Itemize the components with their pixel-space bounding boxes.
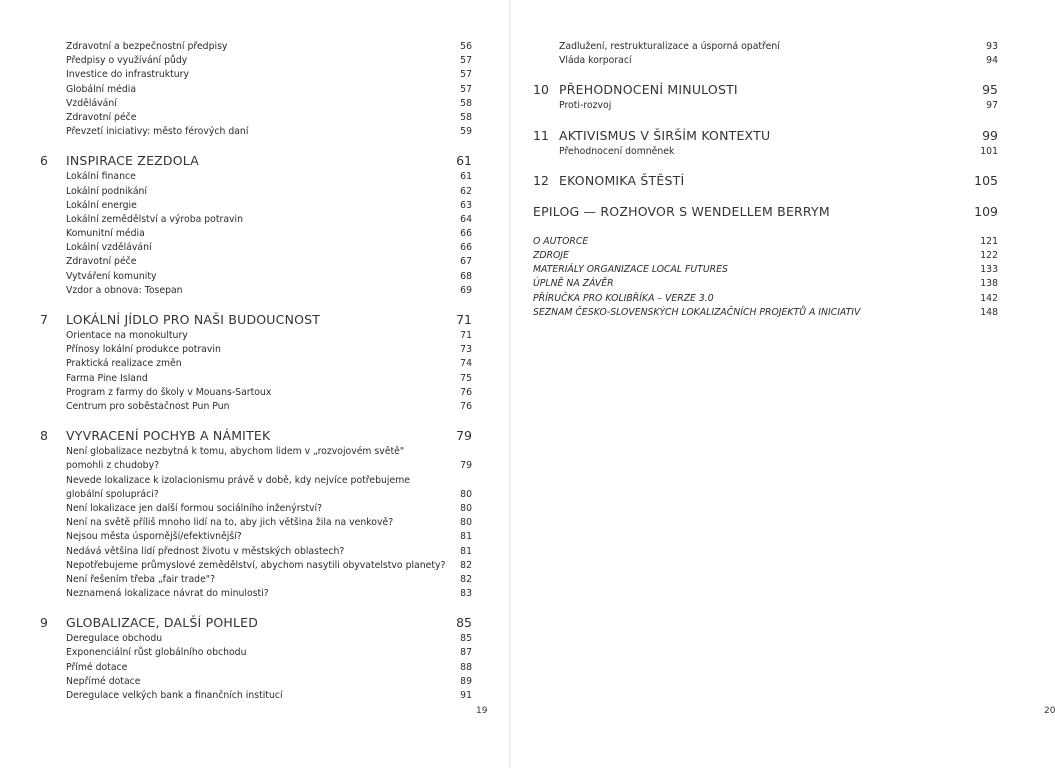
back-matter-entry bbox=[533, 277, 998, 291]
toc-entry bbox=[533, 145, 998, 159]
entry-page: 148 bbox=[980, 306, 998, 318]
entry-title: Není lokalizace jen další formou sociálního inženýrství? bbox=[66, 502, 323, 514]
chapter-number: 12 bbox=[533, 172, 549, 188]
toc-entry bbox=[40, 54, 472, 68]
entry-title: Orientace na monokultury bbox=[66, 330, 188, 341]
entry-title: O AUTORCE bbox=[533, 235, 589, 247]
entry-page: 79 bbox=[460, 460, 472, 472]
toc-entry bbox=[40, 559, 472, 573]
toc-entry bbox=[40, 445, 472, 473]
toc-entry bbox=[40, 284, 472, 298]
entry-page: 58 bbox=[460, 97, 472, 109]
entry-title: Nepotřebujeme průmyslové zemědělství, abychom nasytili obyvatelstvo planety? bbox=[66, 559, 446, 571]
entry-title: Komunitní média bbox=[66, 228, 145, 240]
entry-title: Vzdělávání bbox=[66, 97, 117, 109]
toc-entry bbox=[40, 125, 472, 139]
toc-entry bbox=[40, 661, 472, 675]
entry-page: 74 bbox=[460, 358, 472, 370]
entry-page: 81 bbox=[460, 531, 472, 543]
chapter-title: GLOBALIZACE, DALŠÍ POHLED bbox=[66, 615, 259, 631]
toc-entry bbox=[533, 40, 998, 54]
entry-title: ÚPLNĚ NA ZÁVĚR bbox=[533, 278, 614, 290]
chapter-heading bbox=[40, 147, 472, 170]
entry-title: Vláda korporací bbox=[559, 55, 632, 67]
chapter-heading bbox=[533, 76, 998, 99]
entry-title: Vzdor a obnova: Tosepan bbox=[66, 284, 183, 296]
table-of-contents-left bbox=[40, 40, 472, 703]
entry-title: Přínosy lokální produkce potravin bbox=[66, 344, 221, 356]
entry-title: Deregulace velkých bank a finančních institucí bbox=[66, 690, 283, 701]
entry-title: ZDROJE bbox=[533, 249, 569, 261]
toc-entry bbox=[40, 357, 472, 371]
toc-entry bbox=[533, 99, 998, 113]
back-matter-entry bbox=[533, 263, 998, 277]
chapter-page: 85 bbox=[456, 615, 472, 631]
entry-title: Zdravotní péče bbox=[66, 256, 137, 268]
toc-entry bbox=[40, 329, 472, 343]
chapter-number: 8 bbox=[40, 428, 48, 444]
entry-page: 138 bbox=[980, 278, 998, 290]
entry-title: Nedává většina lidí přednost životu v městských oblastech? bbox=[66, 545, 345, 557]
toc-entry bbox=[40, 587, 472, 601]
entry-title: Převzetí iniciativy: město férových daní bbox=[66, 126, 249, 138]
entry-title: Lokální zemědělství a výroba potravin bbox=[66, 213, 243, 225]
chapter-heading bbox=[40, 609, 472, 632]
right-page bbox=[511, 0, 1055, 768]
toc-entry bbox=[40, 40, 472, 54]
toc-entry bbox=[533, 54, 998, 68]
entry-page: 57 bbox=[460, 55, 472, 67]
toc-entry bbox=[40, 530, 472, 544]
entry-page: 71 bbox=[460, 330, 472, 341]
toc-entry bbox=[40, 213, 472, 227]
entry-page: 93 bbox=[986, 41, 998, 52]
entry-title: Není na světě příliš mnoho lidí na to, aby jich většina žila na venkově? bbox=[66, 517, 394, 529]
entry-title: Lokální vzdělávání bbox=[66, 242, 152, 254]
entry-title: Lokální podnikání bbox=[66, 185, 147, 197]
entry-title: Globální média bbox=[66, 83, 137, 95]
chapter-heading bbox=[40, 306, 472, 329]
entry-page: 85 bbox=[460, 633, 472, 645]
toc-entry bbox=[40, 400, 472, 414]
entry-page: 122 bbox=[980, 249, 998, 261]
entry-title: MATERIÁLY ORGANIZACE LOCAL FUTURES bbox=[533, 264, 728, 276]
entry-title: Vytváření komunity bbox=[66, 270, 157, 282]
entry-page: 87 bbox=[460, 647, 472, 659]
chapter-heading bbox=[40, 422, 472, 445]
toc-entry bbox=[40, 386, 472, 400]
entry-page: 64 bbox=[460, 213, 472, 225]
toc-entry bbox=[40, 474, 472, 502]
chapter-title: LOKÁLNÍ JÍDLO PRO NAŠI BUDOUCNOST bbox=[66, 312, 321, 327]
entry-page: 57 bbox=[460, 69, 472, 81]
chapter-page: 61 bbox=[456, 153, 472, 169]
entry-title: Přímé dotace bbox=[66, 661, 128, 673]
chapter-title: EKONOMIKA ŠTĚSTÍ bbox=[559, 172, 685, 188]
entry-page: 80 bbox=[460, 488, 472, 500]
entry-page: 89 bbox=[460, 675, 472, 687]
entry-page: 133 bbox=[980, 264, 998, 276]
chapter-title: VYVRACENÍ POCHYB A NÁMITEK bbox=[66, 428, 271, 444]
entry-page: 75 bbox=[460, 372, 472, 384]
entry-title: Nevede lokalizace k izolacionismu právě v době, kdy nejvíce potřebujeme globální spolupráci? bbox=[66, 474, 410, 500]
entry-page: 97 bbox=[986, 100, 998, 112]
toc-entry bbox=[40, 689, 472, 703]
entry-page: 101 bbox=[980, 145, 998, 157]
back-matter-entry bbox=[533, 292, 998, 306]
chapter-title: EPILOG — ROZHOVOR S WENDELLEM BERRYM bbox=[533, 203, 830, 219]
entry-title: Investice do infrastruktury bbox=[66, 69, 189, 81]
back-matter-list bbox=[533, 235, 998, 320]
entry-page: 73 bbox=[460, 344, 472, 356]
entry-page: 67 bbox=[460, 256, 472, 268]
entry-title: Není globalizace nezbytná k tomu, abychom lidem v „rozvojovém světě" pomohli z chudoby? bbox=[66, 446, 405, 472]
toc-entry bbox=[40, 270, 472, 284]
entry-title: Zadlužení, restrukturalizace a úsporná opatření bbox=[559, 41, 780, 52]
entry-title: Farma Pine Island bbox=[66, 372, 148, 384]
entry-title: Program z farmy do školy v Mouans-Sartoux bbox=[66, 386, 272, 398]
entry-title: SEZNAM ČESKO-SLOVENSKÝCH LOKALIZAČNÍCH PROJEKTŮ A INICIATIV bbox=[533, 306, 861, 318]
chapter-page: 99 bbox=[982, 127, 998, 143]
back-matter-entry bbox=[533, 249, 998, 263]
toc-entry bbox=[40, 68, 472, 82]
toc-entry bbox=[40, 227, 472, 241]
toc-entry bbox=[40, 502, 472, 516]
toc-entry bbox=[40, 83, 472, 97]
chapter-number: 6 bbox=[40, 153, 48, 169]
entry-page: 82 bbox=[460, 573, 472, 585]
entry-page: 68 bbox=[460, 270, 472, 282]
toc-entry bbox=[40, 632, 472, 646]
entry-page: 80 bbox=[460, 502, 472, 514]
left-page bbox=[0, 0, 509, 768]
entry-title: Lokální finance bbox=[66, 171, 136, 183]
toc-entry bbox=[40, 573, 472, 587]
entry-title: Zdravotní a bezpečnostní předpisy bbox=[66, 41, 228, 52]
entry-title: PŘÍRUČKA PRO KOLIBŘÍKA – VERZE 3.0 bbox=[533, 292, 714, 304]
entry-page: 57 bbox=[460, 83, 472, 95]
entry-title: Neznamená lokalizace návrat do minulosti? bbox=[66, 588, 269, 600]
toc-entry bbox=[40, 170, 472, 184]
entry-title: Přehodnocení domněnek bbox=[559, 145, 675, 157]
chapter-page: 71 bbox=[456, 312, 472, 327]
toc-entry bbox=[40, 675, 472, 689]
toc-entry bbox=[40, 111, 472, 125]
entry-page: 80 bbox=[460, 517, 472, 529]
chapter-heading bbox=[533, 198, 998, 221]
entry-page: 91 bbox=[460, 690, 472, 701]
entry-title: Lokální energie bbox=[66, 199, 137, 211]
entry-title: Nejsou města úspornější/efektivnější? bbox=[66, 531, 242, 543]
toc-entry bbox=[40, 255, 472, 269]
entry-page: 142 bbox=[980, 292, 998, 304]
toc-entry bbox=[40, 545, 472, 559]
entry-page: 58 bbox=[460, 111, 472, 123]
entry-title: Není řešením třeba „fair trade"? bbox=[66, 573, 216, 585]
toc-entry bbox=[40, 372, 472, 386]
entry-page: 83 bbox=[460, 588, 472, 600]
entry-title: Předpisy o využívání půdy bbox=[66, 55, 188, 67]
entry-title: Centrum pro soběstačnost Pun Pun bbox=[66, 400, 230, 412]
entry-page: 76 bbox=[460, 386, 472, 398]
entry-page: 63 bbox=[460, 199, 472, 211]
entry-page: 66 bbox=[460, 228, 472, 240]
entry-title: Deregulace obchodu bbox=[66, 633, 163, 645]
entry-page: 81 bbox=[460, 545, 472, 557]
entry-page: 61 bbox=[460, 171, 472, 183]
chapter-number: 7 bbox=[40, 312, 48, 327]
chapter-page: 105 bbox=[974, 172, 998, 188]
entry-title: Zdravotní péče bbox=[66, 111, 137, 123]
entry-page: 59 bbox=[460, 126, 472, 138]
back-matter-entry bbox=[533, 306, 998, 320]
toc-entry bbox=[40, 646, 472, 660]
chapter-number: 9 bbox=[40, 615, 48, 631]
chapter-page: 79 bbox=[456, 428, 472, 444]
chapter-page: 95 bbox=[982, 82, 998, 98]
entry-page: 82 bbox=[460, 559, 472, 571]
table-of-contents-right bbox=[533, 40, 998, 320]
entry-page: 69 bbox=[460, 284, 472, 296]
entry-title: Praktická realizace změn bbox=[66, 358, 182, 370]
chapter-title: INSPIRACE ZEZDOLA bbox=[66, 153, 199, 169]
chapter-number: 11 bbox=[533, 127, 549, 143]
chapter-title: PŘEHODNOCENÍ MINULOSTI bbox=[559, 82, 738, 98]
entry-page: 66 bbox=[460, 242, 472, 254]
chapter-heading bbox=[533, 167, 998, 190]
toc-entry bbox=[40, 185, 472, 199]
entry-page: 121 bbox=[980, 235, 998, 247]
chapter-heading bbox=[533, 122, 998, 145]
entry-page: 88 bbox=[460, 661, 472, 673]
toc-entry bbox=[40, 516, 472, 530]
entry-title: Proti-rozvoj bbox=[559, 100, 612, 112]
toc-entry bbox=[40, 343, 472, 357]
entry-page: 94 bbox=[986, 55, 998, 67]
entry-page: 62 bbox=[460, 185, 472, 197]
chapter-number: 10 bbox=[533, 82, 549, 98]
toc-entry bbox=[40, 199, 472, 213]
entry-title: Exponenciální růst globálního obchodu bbox=[66, 647, 247, 659]
toc-entry bbox=[40, 241, 472, 255]
back-matter-entry bbox=[533, 235, 998, 249]
chapter-title: AKTIVISMUS V ŠIRŠÍM KONTEXTU bbox=[559, 127, 771, 143]
page-number-left: 19 bbox=[476, 706, 488, 716]
chapter-page: 109 bbox=[974, 203, 998, 219]
toc-entry bbox=[40, 97, 472, 111]
entry-title: Nepřímé dotace bbox=[66, 675, 141, 687]
entry-page: 76 bbox=[460, 400, 472, 412]
page-number-right: 20 bbox=[1044, 706, 1055, 716]
entry-page: 56 bbox=[460, 41, 472, 52]
